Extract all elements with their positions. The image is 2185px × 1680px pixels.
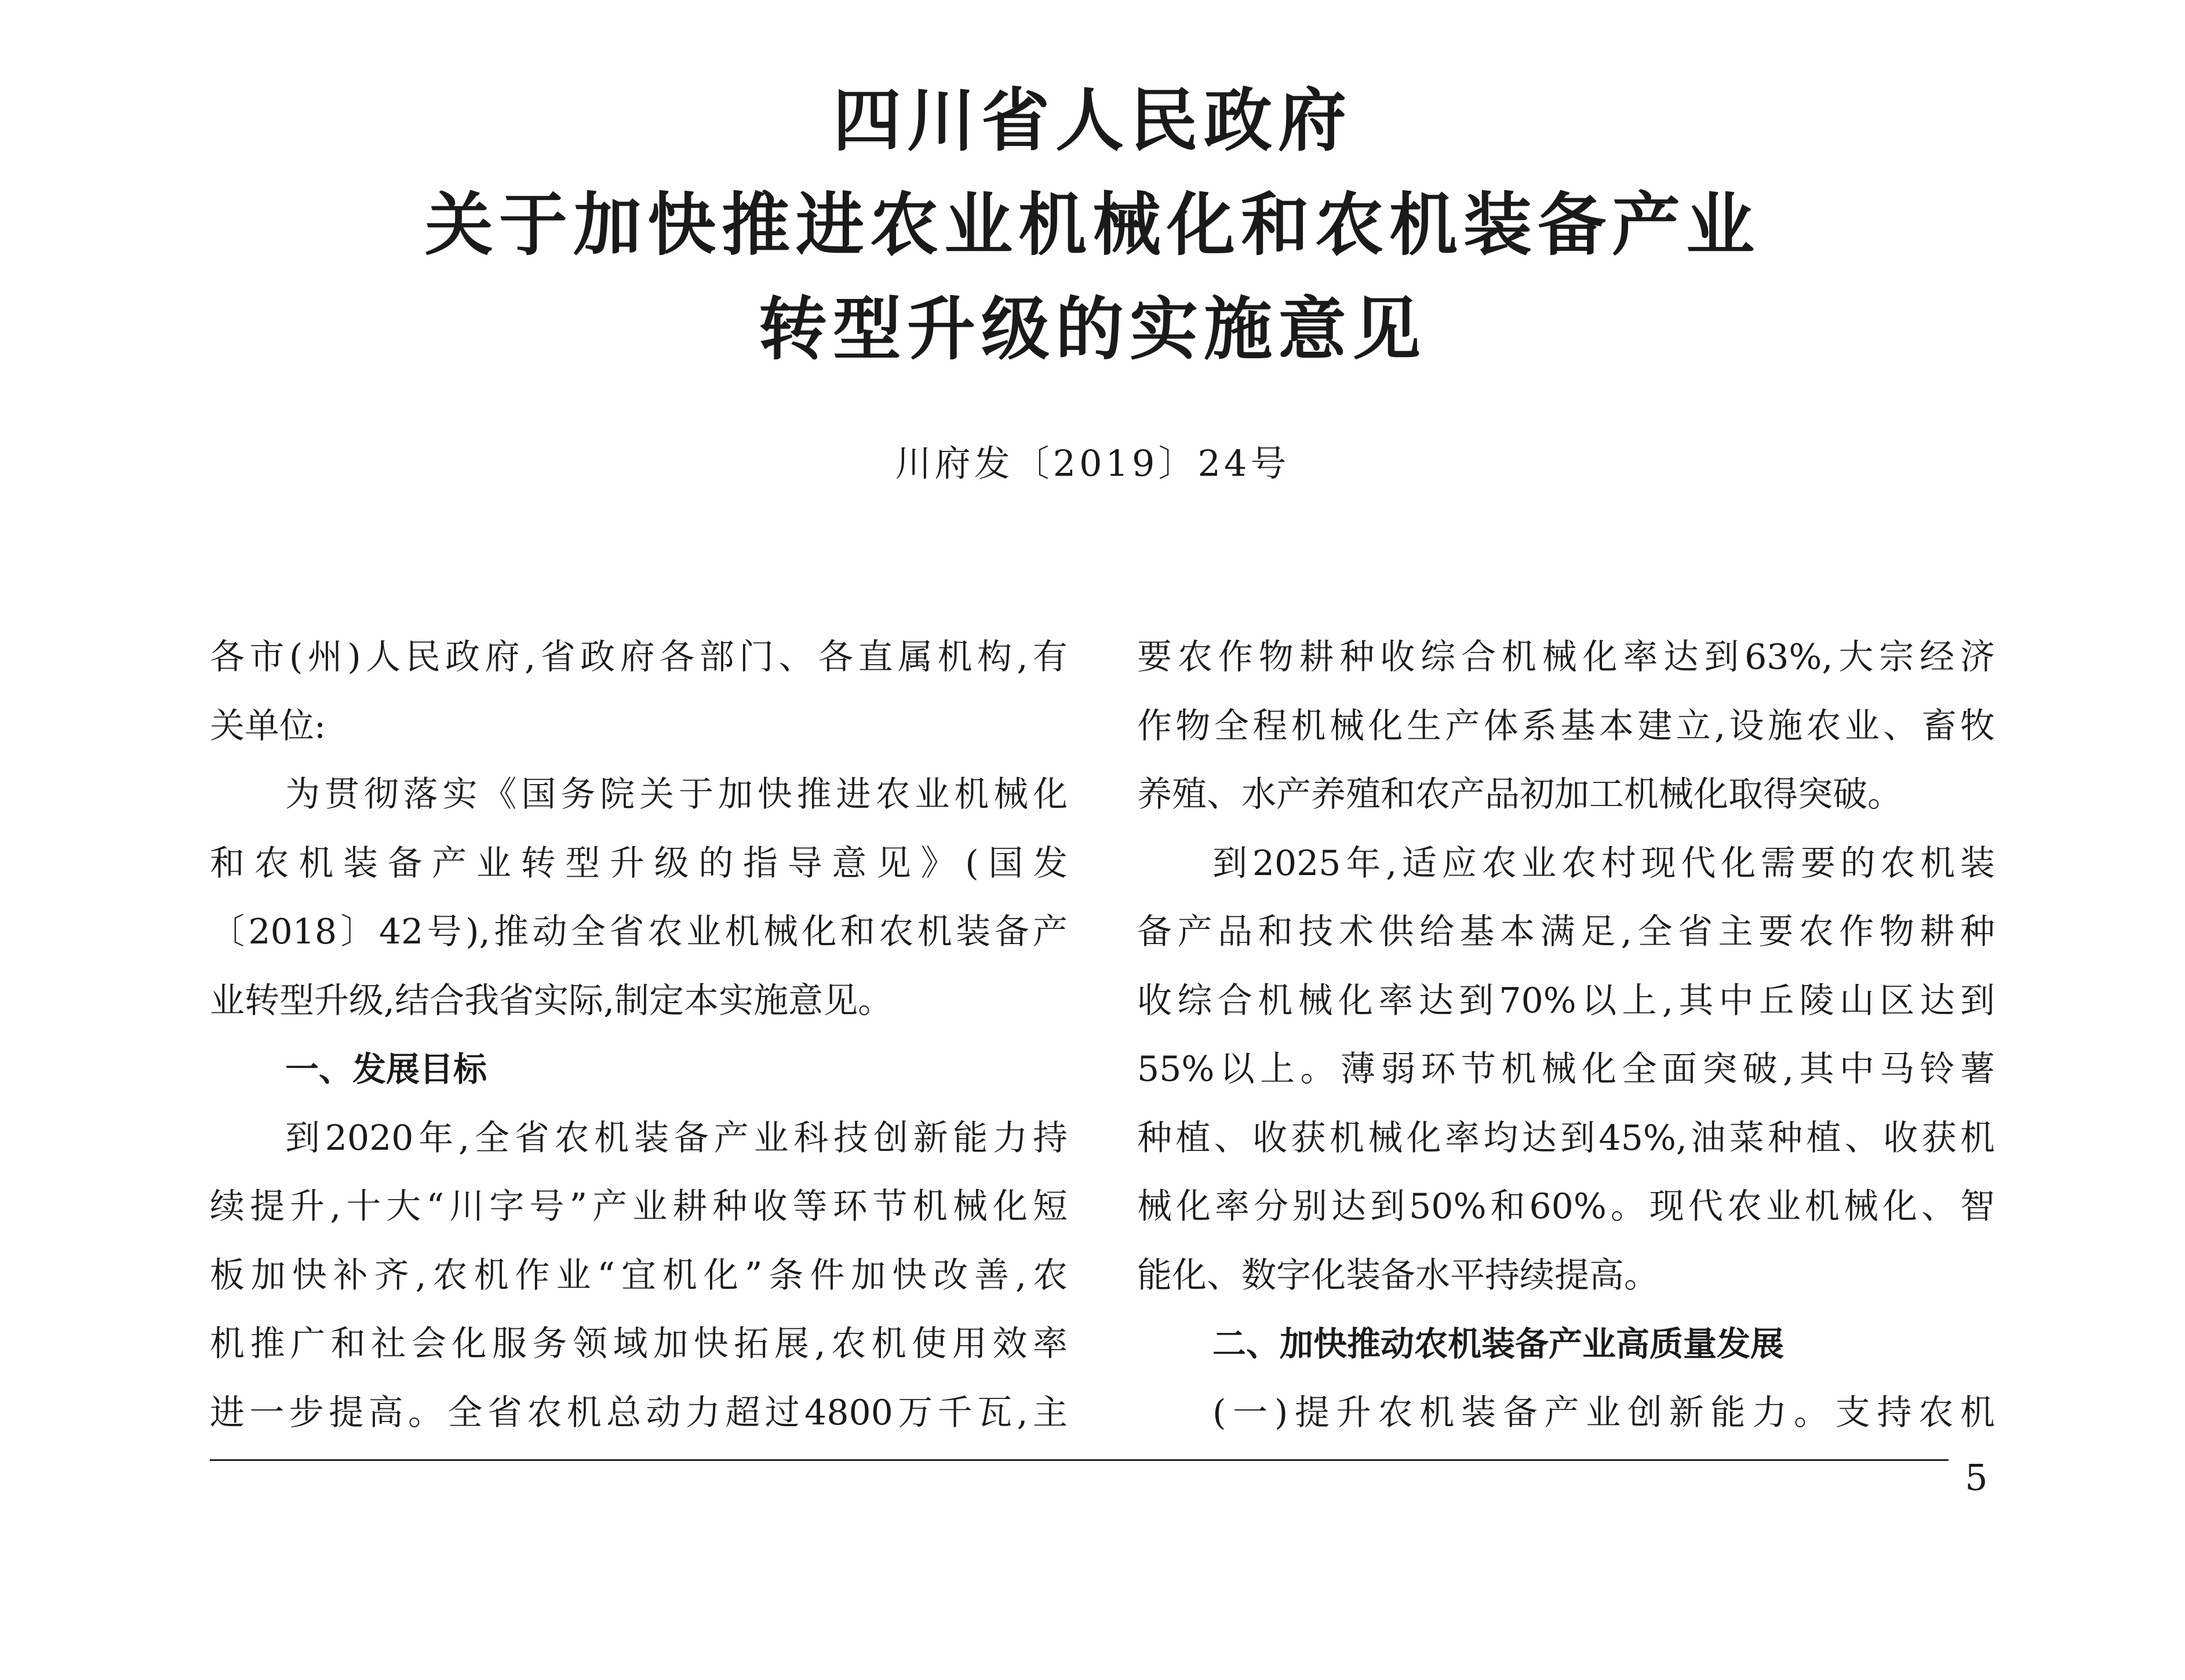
paragraph-line: 种植、收获机械化率均达到45%,油菜种植、收获机 — [1137, 1117, 1995, 1158]
paragraph-line: 备产品和技术供给基本满足,全省主要农作物耕种 — [1137, 912, 1995, 952]
section-heading: 二、加快推动农机装备产业高质量发展 — [1212, 1324, 1785, 1364]
paragraph-line: 55%以上。薄弱环节机械化全面突破,其中马铃薯 — [1137, 1049, 1995, 1089]
paragraph-line: 要农作物耕种收综合机械化率达到63%,大宗经济 — [1137, 637, 1995, 677]
paragraph-line: 能化、数字化装备水平持续提高。 — [1137, 1255, 1659, 1296]
right-column — [1137, 623, 1995, 1447]
paragraph-line: 各市(州)人民政府,省政府各部门、各直属机构,有 — [210, 637, 1068, 677]
paragraph-line: 〔2018〕42号),推动全省农业机械化和农机装备产 — [210, 912, 1068, 952]
title-line-3: 转型升级的实施意见 — [758, 289, 1426, 369]
title-line-1: 四川省人民政府 — [832, 81, 1352, 161]
paragraph-line: 到2025年,适应农业农村现代化需要的农机装 — [1212, 843, 1995, 884]
paragraph-line: 到2020年,全省农机装备产业科技创新能力持 — [285, 1117, 1068, 1158]
paragraph-line: 和农机装备产业转型升级的指导意见》(国发 — [210, 843, 1068, 884]
document-number: 川府发〔2019〕24号 — [895, 442, 1290, 484]
paragraph-line: 板加快补齐,农机作业“宜机化”条件加快改善,农 — [210, 1255, 1068, 1296]
paragraph-line: 进一步提高。全省农机总动力超过4800万千瓦,主 — [210, 1392, 1068, 1433]
left-column — [210, 623, 1068, 1447]
paragraph-line: 关单位: — [210, 705, 326, 746]
paragraph-line: (一)提升农机装备产业创新能力。支持农机 — [1212, 1392, 1995, 1433]
paragraph-line: 养殖、水产养殖和农产品初加工机械化取得突破。 — [1137, 774, 1902, 815]
paragraph-line: 械化率分别达到50%和60%。现代农业机械化、智 — [1137, 1186, 1995, 1227]
title-line-2: 关于加快推进农业机械化和农机装备产业 — [424, 185, 1760, 265]
page-number: 5 — [1965, 1456, 1988, 1499]
paragraph-line: 续提升,十大“川字号”产业耕种收等环节机械化短 — [210, 1186, 1068, 1227]
footer-divider — [210, 1459, 1949, 1461]
paragraph-line: 业转型升级,结合我省实际,制定本实施意见。 — [210, 980, 893, 1021]
paragraph-line: 作物全程机械化生产体系基本建立,设施农业、畜牧 — [1137, 705, 1995, 746]
document-title — [0, 68, 2185, 381]
paragraph-line: 机推广和社会化服务领域加快拓展,农机使用效率 — [210, 1324, 1068, 1364]
paragraph-line: 为贯彻落实《国务院关于加快推进农业机械化 — [285, 774, 1068, 815]
section-heading: 一、发展目标 — [285, 1049, 487, 1089]
paragraph-line: 收综合机械化率达到70%以上,其中丘陵山区达到 — [1137, 980, 1995, 1021]
